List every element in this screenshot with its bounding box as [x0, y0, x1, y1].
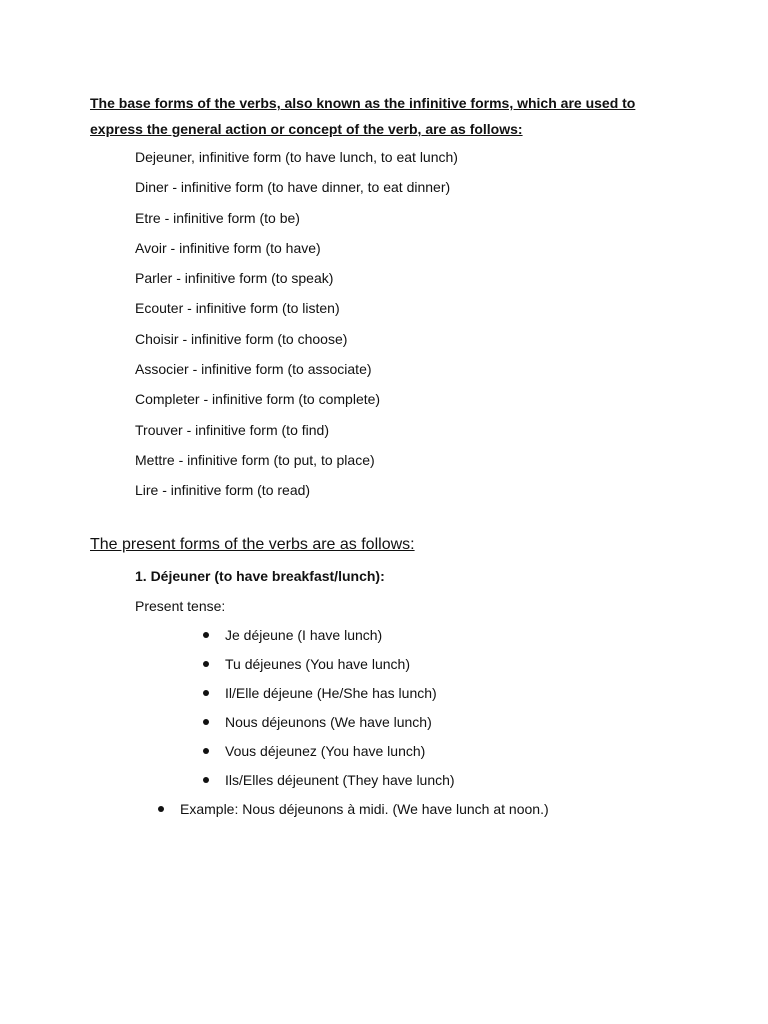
bullet-icon [203, 777, 209, 783]
infinitive-item: Diner - infinitive form (to have dinner, to eat dinner) [135, 179, 451, 196]
infinitive-item: Mettre - infinitive form (to put, to place) [135, 451, 375, 468]
conjugation-text: Vous déjeunez (You have lunch) [225, 743, 426, 759]
conjugation-item [200, 653, 455, 682]
infinitive-item: Trouver - infinitive form (to find) [135, 421, 329, 438]
example-item [155, 798, 549, 827]
conjugation-item [200, 624, 455, 653]
conjugation-item [200, 769, 455, 798]
conjugation-text: Je déjeune (I have lunch) [225, 627, 383, 643]
intro-heading: The base forms of the verbs, also known as the infinitive forms, which are used to express the general action or concept of the verb, are as follows: [90, 95, 636, 137]
tense-label: Present tense: [135, 598, 226, 614]
conjugation-text: Ils/Elles déjeunent (They have lunch) [225, 772, 455, 788]
bullet-icon [158, 806, 164, 812]
bullet-icon [203, 632, 209, 638]
infinitive-item: Associer - infinitive form (to associate) [135, 361, 372, 378]
infinitive-item: Lire - infinitive form (to read) [135, 482, 311, 499]
conjugation-item [200, 682, 455, 711]
conjugation-list [200, 624, 455, 798]
conjugation-text: Tu déjeunes (You have lunch) [225, 656, 410, 672]
infinitive-item: Parler - infinitive form (to speak) [135, 270, 334, 287]
infinitive-item: Dejeuner, infinitive form (to have lunch, to eat lunch) [135, 149, 458, 165]
infinitive-item: Ecouter - infinitive form (to listen) [135, 300, 340, 317]
bullet-icon [203, 690, 209, 696]
bullet-icon [203, 719, 209, 725]
example-list [155, 798, 549, 827]
bullet-icon [203, 661, 209, 667]
infinitive-list [135, 145, 458, 509]
bullet-icon [203, 748, 209, 754]
conjugation-item [200, 740, 455, 769]
infinitive-item: Choisir - infinitive form (to choose) [135, 330, 348, 347]
conjugation-text: Nous déjeunons (We have lunch) [225, 714, 432, 730]
conjugation-text: Il/Elle déjeune (He/She has lunch) [225, 685, 437, 701]
infinitive-item: Avoir - infinitive form (to have) [135, 239, 321, 256]
infinitive-item: Etre - infinitive form (to be) [135, 209, 300, 226]
infinitive-item: Completer - infinitive form (to complete) [135, 391, 381, 408]
conjugation-item [200, 711, 455, 740]
present-forms-heading: The present forms of the verbs are as follows: [90, 536, 415, 553]
verb-heading: 1. Déjeuner (to have breakfast/lunch): [135, 568, 385, 584]
example-text: Example: Nous déjeunons à midi. (We have lunch at noon.) [180, 801, 549, 817]
